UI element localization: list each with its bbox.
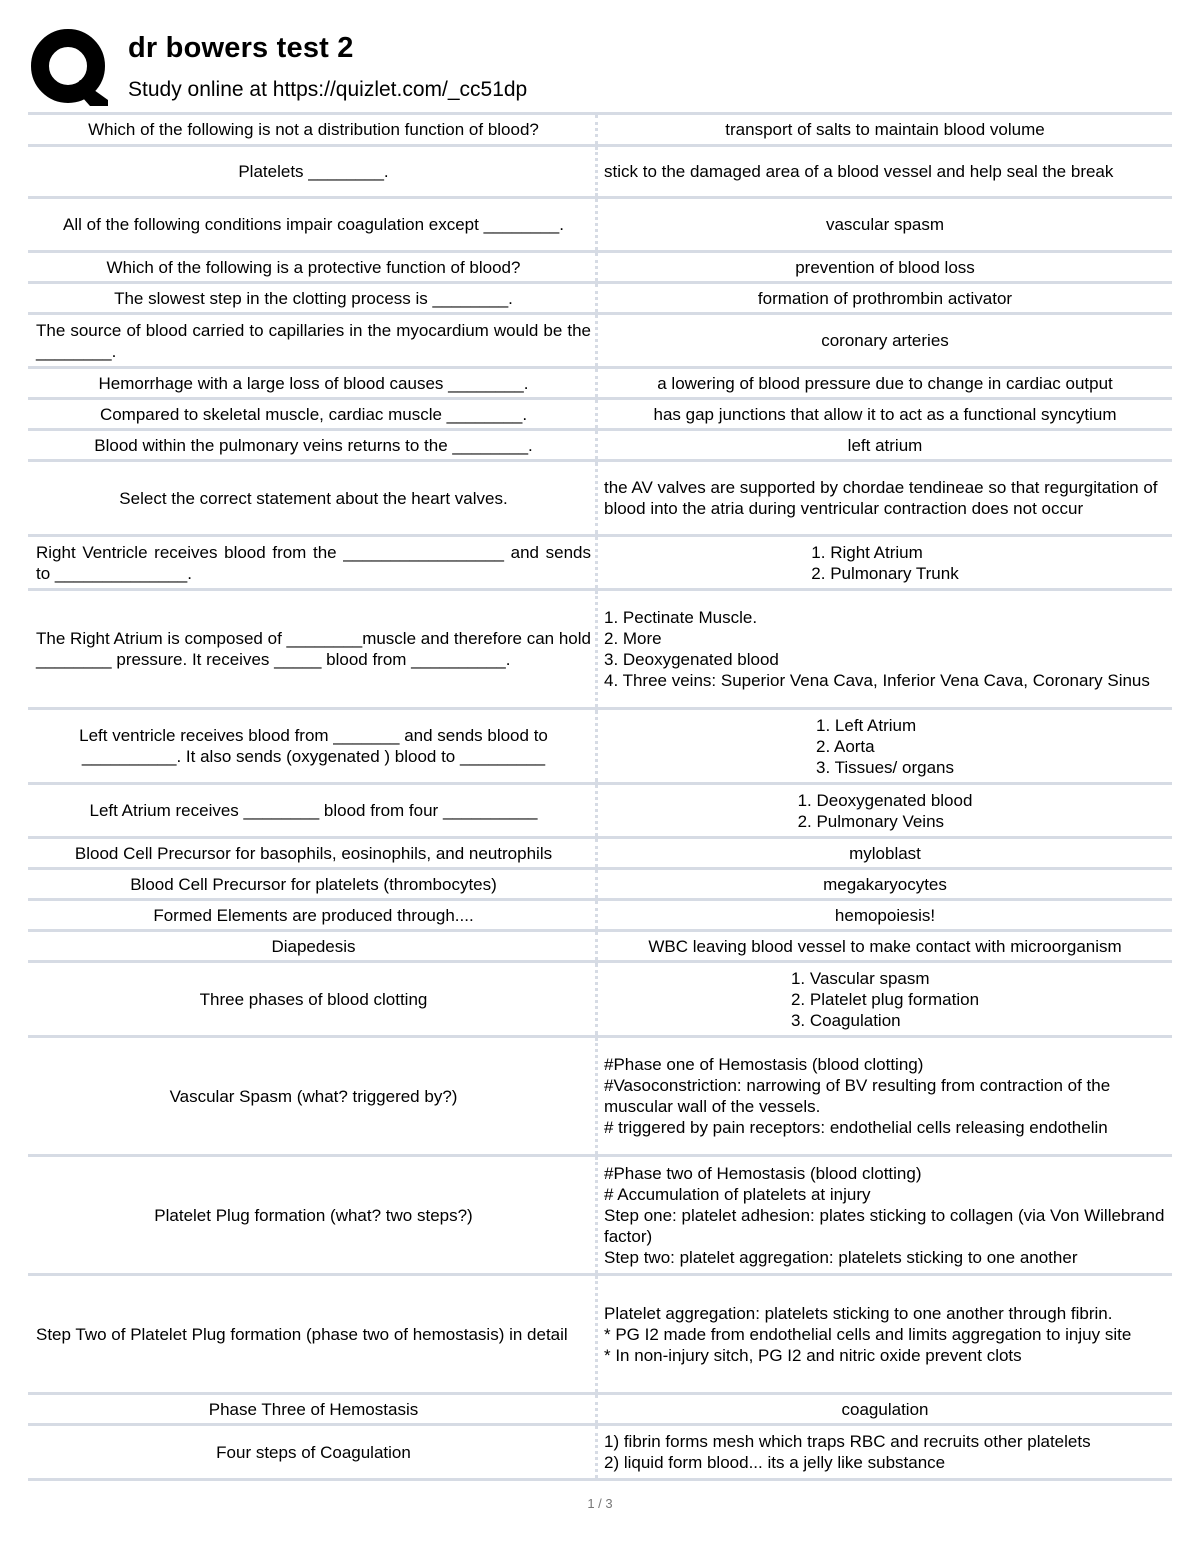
card-definition: #Phase two of Hemostasis (blood clotting) # Accumulation of platelets at injury Step one: platelet adhesion: plates sticking to collagen (via Von Willebrand factor) Step two: platelet aggregation: platelets sticking to one another: [604, 1163, 1165, 1267]
card-definition-text: 1. Vascular spasm 2. Platelet plug formation 3. Coagulation: [790, 968, 980, 1030]
card-term: Hemorrhage with a large loss of blood causes ________.: [28, 369, 598, 397]
card-term: The source of blood carried to capillaries in the myocardium would be the ________.: [28, 315, 598, 366]
card-definition: a lowering of blood pressure due to change in cardiac output: [657, 373, 1113, 393]
card-term: Left ventricle receives blood from _______ and sends blood to __________. It also sends (oxygenated ) blood to _________: [28, 710, 598, 782]
table-row: [28, 366, 1172, 397]
card-definition: coronary arteries: [821, 331, 949, 350]
card-definition: coagulation: [841, 1399, 929, 1419]
page-header: [30, 28, 1170, 108]
card-definition: myloblast: [849, 843, 921, 863]
table-row: [28, 428, 1172, 459]
table-row: [28, 196, 1172, 250]
table-row: [28, 1392, 1172, 1423]
quizlet-logo-icon: [30, 28, 108, 106]
table-row: [28, 867, 1172, 898]
card-definition: megakaryocytes: [823, 874, 947, 894]
table-row: [28, 1154, 1172, 1273]
card-term: Blood within the pulmonary veins returns to the ________.: [28, 431, 598, 459]
table-row: [28, 534, 1172, 588]
card-definition: 1) fibrin forms mesh which traps RBC and recruits other platelets 2) liquid form blood... its a jelly like substance: [604, 1432, 1091, 1472]
card-term: Blood Cell Precursor for basophils, eosinophils, and neutrophils: [28, 839, 598, 867]
table-row: [28, 782, 1172, 836]
table-row: [28, 144, 1172, 196]
card-term: Right Ventricle receives blood from the _________________ and sends to ______________.: [28, 537, 598, 588]
page-number: 1 / 3: [587, 1496, 613, 1511]
card-definition-text: 1. Left Atrium 2. Aorta 3. Tissues/ organs: [816, 715, 954, 777]
card-definition: #Phase one of Hemostasis (blood clotting) #Vasoconstriction: narrowing of BV resulting from contraction of the muscular wall of the vessels. # triggered by pain receptors: endothelial cells releasing endothelin: [604, 1055, 1111, 1137]
card-definition: prevention of blood loss: [795, 257, 975, 277]
card-term: Select the correct statement about the heart valves.: [28, 462, 598, 534]
card-definition: [598, 785, 1172, 836]
card-term: All of the following conditions impair coagulation except ________.: [28, 199, 598, 250]
card-term: Platelet Plug formation (what? two steps?): [28, 1157, 598, 1273]
table-row: [28, 312, 1172, 366]
card-definition: hemopoiesis!: [834, 905, 936, 925]
table-row: [28, 281, 1172, 312]
card-term: Four steps of Coagulation: [28, 1426, 598, 1478]
card-term: Three phases of blood clotting: [28, 963, 598, 1035]
card-definition: WBC leaving blood vessel to make contact with microorganism: [648, 936, 1122, 956]
card-definition: has gap junctions that allow it to act as a functional syncytium: [653, 404, 1117, 424]
card-term: Step Two of Platelet Plug formation (phase two of hemostasis) in detail: [28, 1276, 598, 1392]
card-term: The Right Atrium is composed of ________muscle and therefore can hold ________ pressure. It receives _____ blood from __________.: [28, 591, 598, 707]
table-row: [28, 397, 1172, 428]
table-row: [28, 1035, 1172, 1154]
table-row: [28, 836, 1172, 867]
table-row: [28, 898, 1172, 929]
card-definition: vascular spasm: [825, 215, 945, 234]
card-definition: Platelet aggregation: platelets sticking to one another through fibrin. * PG I2 made from endothelial cells and limits aggregation to injuy site * In non-injury sitch, PG I2 and nitric oxide prevent clots: [604, 1303, 1132, 1365]
card-term: Vascular Spasm (what? triggered by?): [28, 1038, 598, 1154]
set-title: dr bowers test 2: [128, 32, 354, 64]
table-row: [28, 707, 1172, 782]
table-row: [28, 459, 1172, 534]
card-definition: [598, 537, 1172, 588]
card-term: Diapedesis: [28, 932, 598, 960]
card-definition: [598, 710, 1172, 782]
card-definition-text: 1. Right Atrium 2. Pulmonary Trunk: [811, 542, 959, 583]
card-definition-text: 1. Deoxygenated blood 2. Pulmonary Veins: [797, 790, 973, 831]
card-term: Formed Elements are produced through....: [28, 901, 598, 929]
card-definition: transport of salts to maintain blood volume: [725, 120, 1045, 139]
table-row: [28, 1423, 1172, 1481]
table-row: [28, 960, 1172, 1035]
card-definition: formation of prothrombin activator: [757, 288, 1013, 308]
card-term: Left Atrium receives ________ blood from four __________: [28, 785, 598, 836]
flashcard-table: [28, 112, 1172, 1481]
card-definition: the AV valves are supported by chordae tendineae so that regurgitation of blood into the atria during ventricular contraction does not occur: [604, 478, 1158, 518]
card-term: Compared to skeletal muscle, cardiac muscle ________.: [28, 400, 598, 428]
card-term: Blood Cell Precursor for platelets (thrombocytes): [28, 870, 598, 898]
card-definition: left atrium: [847, 435, 923, 455]
card-definition: stick to the damaged area of a blood vessel and help seal the break: [604, 162, 1114, 181]
card-definition: 1. Pectinate Muscle. 2. More 3. Deoxygenated blood 4. Three veins: Superior Vena Cava, Inferior Vena Cava, Coronary Sinus: [604, 608, 1150, 690]
table-row: [28, 112, 1172, 144]
study-online-link[interactable]: Study online at https://quizlet.com/_cc51dp: [128, 78, 528, 101]
card-definition: [598, 963, 1172, 1035]
card-term: The slowest step in the clotting process is ________.: [28, 284, 598, 312]
card-term: Which of the following is not a distribution function of blood?: [28, 115, 598, 144]
table-row: [28, 588, 1172, 707]
table-row: [28, 1273, 1172, 1392]
card-term: Platelets ________.: [28, 147, 598, 196]
card-term: Phase Three of Hemostasis: [28, 1395, 598, 1423]
card-term: Which of the following is a protective function of blood?: [28, 253, 598, 281]
table-row: [28, 929, 1172, 960]
table-row: [28, 250, 1172, 281]
